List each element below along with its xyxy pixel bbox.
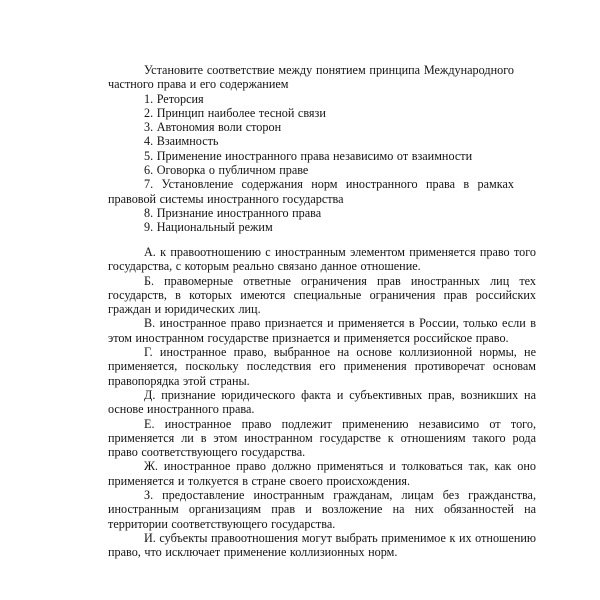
definitions-block: [108, 245, 536, 560]
definition-item-z: З. предоставление иностранным гражданам, лицам без гражданства, иностранным организациям прав и возложение на них обязанностей на территории соответствующего государства.: [108, 488, 536, 531]
definition-item-zh: Ж. иностранное право должно применяться и толковаться так, как оно применяется и толкуется в стране своего происхождения.: [108, 459, 536, 488]
question-intro: Установите соответствие между понятием принципа Международного частного права и его содержанием: [108, 63, 514, 92]
option-item-5: 5. Применение иностранного права независимо от взаимности: [144, 148, 473, 163]
option-item-6: 6. Оговорка о публичном праве: [144, 163, 309, 178]
definition-item-d: Д. признание юридического факта и субъективных прав, возникших на основе иностранного права.: [108, 387, 536, 417]
option-item-2: 2. Принцип наиболее тесной связи: [144, 105, 326, 120]
definition-item-g: Г. иностранное право, выбранное на основе коллизионной нормы, не применяется, поскольку последствия его применения противоречат основам правопорядка этой страны.: [108, 345, 536, 388]
option-item-8: 8. Признание иностранного права: [144, 205, 322, 220]
option-item-1: 1. Реторсия: [144, 91, 204, 106]
definition-item-e: Е. иностранное право подлежит применению независимо от того, применяется ли в этом иностранном государстве к отношениям такого рода право соответствующего государства.: [108, 416, 536, 460]
option-item-9: 9. Национальный режим: [144, 220, 273, 235]
question-block: [108, 63, 514, 235]
option-item-7: 7. Установление содержания норм иностранного права в рамках правовой системы иностранного государства: [108, 177, 514, 206]
definition-item-i: И. субъекты правоотношения могут выбрать применимое к их отношению право, что исключает применение коллизионных норм.: [108, 530, 536, 560]
option-item-4: 4. Взаимность: [144, 134, 219, 149]
definition-item-b: Б. правомерные ответные ограничения прав иностранных лиц тех государств, в которых имеются специальные ограничения прав российских граждан и юридических лиц.: [108, 273, 536, 317]
definition-item-a: А. к правоотношению с иностранным элементом применяется право того государства, с которым реально связано данное отношение.: [108, 245, 536, 274]
option-item-3: 3. Автономия воли сторон: [144, 120, 282, 135]
definition-item-v: В. иностранное право признается и применяется в России, только если в этом иностранном государстве признается и применяется российское право.: [108, 316, 536, 345]
